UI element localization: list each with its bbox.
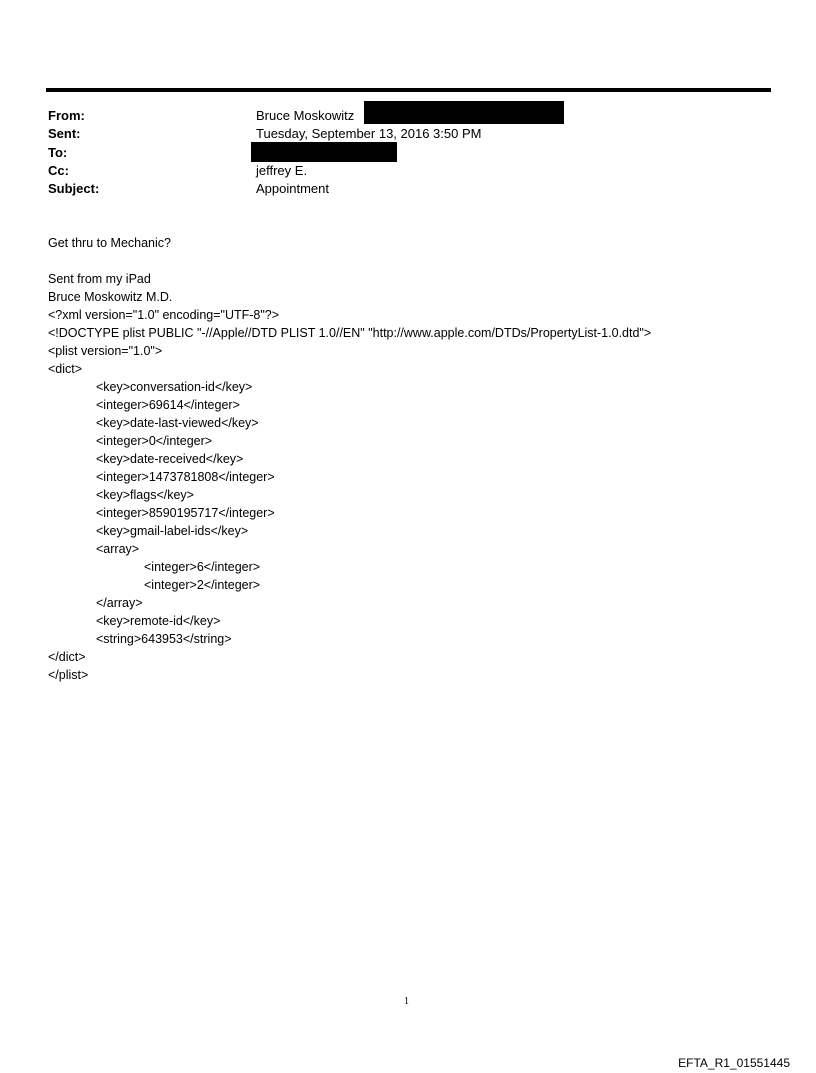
- xml-line: <array>: [96, 542, 140, 556]
- cc-label: Cc:: [48, 163, 69, 178]
- from-value: Bruce Moskowitz: [256, 108, 355, 123]
- xml-line: <integer>8590195717</integer>: [96, 506, 275, 520]
- xml-line: <key>date-received</key>: [96, 452, 244, 466]
- redaction-to-recipient: [251, 142, 397, 162]
- email-body: [48, 234, 788, 684]
- xml-line: <integer>69614</integer>: [96, 398, 240, 412]
- xml-line: <integer>6</integer>: [144, 560, 261, 574]
- xml-line: <string>643953</string>: [96, 632, 232, 646]
- xml-line: <?xml version="1.0" encoding="UTF-8"?>: [48, 308, 280, 322]
- sent-value: Tuesday, September 13, 2016 3:50 PM: [256, 126, 482, 141]
- xml-line: <key>conversation-id</key>: [96, 380, 253, 394]
- xml-line: <key>date-last-viewed</key>: [96, 416, 259, 430]
- cc-value: jeffrey E.: [256, 163, 308, 178]
- xml-line: <integer>2</integer>: [144, 578, 261, 592]
- body-question: Get thru to Mechanic?: [48, 236, 171, 250]
- redaction-from-email: [364, 101, 564, 124]
- xml-line: <key>gmail-label-ids</key>: [96, 524, 249, 538]
- xml-line: <integer>0</integer>: [96, 434, 213, 448]
- xml-line: </plist>: [48, 668, 89, 682]
- to-label: To:: [48, 145, 68, 160]
- header-divider: [46, 88, 771, 92]
- xml-line: <key>remote-id</key>: [96, 614, 221, 628]
- xml-line: <!DOCTYPE plist PUBLIC "-//Apple//DTD PLIST 1.0//EN" "http://www.apple.com/DTDs/PropertyList-1.0.dtd">: [48, 326, 652, 340]
- xml-line: </array>: [96, 596, 143, 610]
- signature-line-2: Bruce Moskowitz M.D.: [48, 290, 173, 304]
- sent-label: Sent:: [48, 126, 81, 141]
- xml-line: </dict>: [48, 650, 86, 664]
- xml-line: <key>flags</key>: [96, 488, 194, 502]
- xml-line: <integer>1473781808</integer>: [96, 470, 275, 484]
- xml-line: <plist version="1.0">: [48, 344, 163, 358]
- from-label: From:: [48, 108, 85, 123]
- document-id: EFTA_R1_01551445: [678, 1056, 790, 1070]
- subject-value: Appointment: [256, 181, 329, 196]
- page-number: 1: [404, 996, 409, 1007]
- xml-line: <dict>: [48, 362, 83, 376]
- subject-label: Subject:: [48, 181, 100, 196]
- signature-line-1: Sent from my iPad: [48, 272, 151, 286]
